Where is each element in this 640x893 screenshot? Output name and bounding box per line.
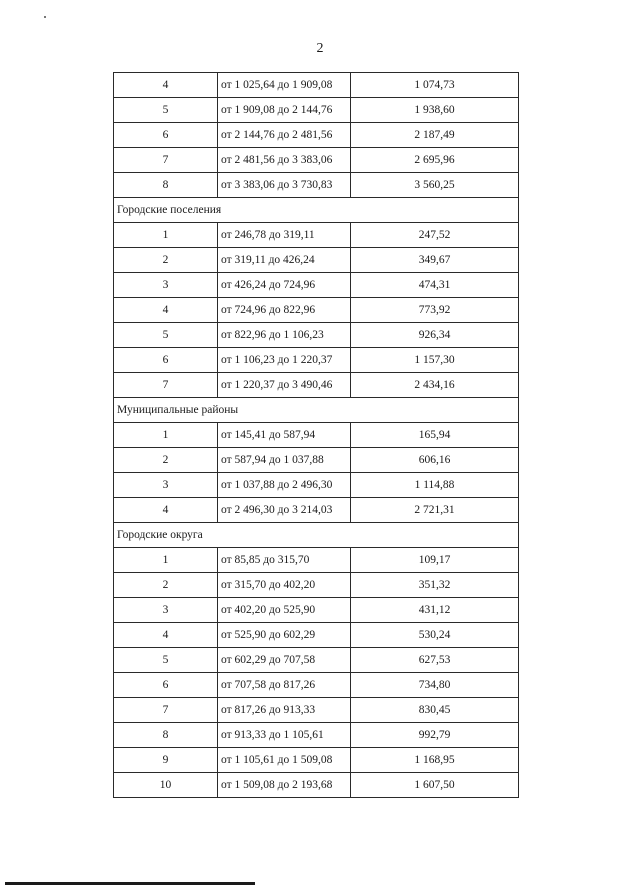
group-number-cell: 1 — [114, 423, 218, 448]
scan-speck — [44, 16, 46, 18]
value-cell: 627,53 — [351, 648, 519, 673]
section-title: Городские округа — [114, 523, 519, 548]
range-cell: от 817,26 до 913,33 — [218, 698, 351, 723]
table-row — [114, 448, 519, 473]
value-cell: 165,94 — [351, 423, 519, 448]
value-cell: 109,17 — [351, 548, 519, 573]
range-cell: от 3 383,06 до 3 730,83 — [218, 173, 351, 198]
group-number-cell: 9 — [114, 748, 218, 773]
value-cell: 431,12 — [351, 598, 519, 623]
value-cell: 2 434,16 — [351, 373, 519, 398]
table-row — [114, 723, 519, 748]
value-cell: 926,34 — [351, 323, 519, 348]
group-number-cell: 5 — [114, 98, 218, 123]
range-cell: от 822,96 до 1 106,23 — [218, 323, 351, 348]
table-row — [114, 273, 519, 298]
table-row — [114, 648, 519, 673]
value-cell: 992,79 — [351, 723, 519, 748]
table-row — [114, 548, 519, 573]
range-cell: от 319,11 до 426,24 — [218, 248, 351, 273]
table-row — [114, 98, 519, 123]
value-cell: 2 187,49 — [351, 123, 519, 148]
range-cell: от 402,20 до 525,90 — [218, 598, 351, 623]
grading-table — [113, 72, 519, 798]
value-cell: 530,24 — [351, 623, 519, 648]
value-cell: 1 114,88 — [351, 473, 519, 498]
section-header-row — [114, 523, 519, 548]
table-row — [114, 323, 519, 348]
table-row — [114, 773, 519, 798]
range-cell: от 707,58 до 817,26 — [218, 673, 351, 698]
table-row — [114, 748, 519, 773]
group-number-cell: 5 — [114, 323, 218, 348]
table-row — [114, 598, 519, 623]
range-cell: от 2 481,56 до 3 383,06 — [218, 148, 351, 173]
table-row — [114, 573, 519, 598]
table-row — [114, 123, 519, 148]
range-cell: от 1 106,23 до 1 220,37 — [218, 348, 351, 373]
range-cell: от 587,94 до 1 037,88 — [218, 448, 351, 473]
range-cell: от 85,85 до 315,70 — [218, 548, 351, 573]
table-row — [114, 73, 519, 98]
group-number-cell: 7 — [114, 148, 218, 173]
value-cell: 1 074,73 — [351, 73, 519, 98]
range-cell: от 315,70 до 402,20 — [218, 573, 351, 598]
value-cell: 606,16 — [351, 448, 519, 473]
value-cell: 247,52 — [351, 223, 519, 248]
value-cell: 734,80 — [351, 673, 519, 698]
range-cell: от 2 144,76 до 2 481,56 — [218, 123, 351, 148]
value-cell: 2 721,31 — [351, 498, 519, 523]
group-number-cell: 4 — [114, 498, 218, 523]
range-cell: от 1 509,08 до 2 193,68 — [218, 773, 351, 798]
range-cell: от 1 025,64 до 1 909,08 — [218, 73, 351, 98]
table-row — [114, 248, 519, 273]
table-row — [114, 498, 519, 523]
table-row — [114, 348, 519, 373]
value-cell: 830,45 — [351, 698, 519, 723]
value-cell: 349,67 — [351, 248, 519, 273]
group-number-cell: 2 — [114, 573, 218, 598]
range-cell: от 1 909,08 до 2 144,76 — [218, 98, 351, 123]
table-row — [114, 473, 519, 498]
range-cell: от 602,29 до 707,58 — [218, 648, 351, 673]
group-number-cell: 3 — [114, 273, 218, 298]
value-cell: 773,92 — [351, 298, 519, 323]
range-cell: от 525,90 до 602,29 — [218, 623, 351, 648]
range-cell: от 145,41 до 587,94 — [218, 423, 351, 448]
range-cell: от 2 496,30 до 3 214,03 — [218, 498, 351, 523]
group-number-cell: 3 — [114, 598, 218, 623]
group-number-cell: 7 — [114, 373, 218, 398]
group-number-cell: 3 — [114, 473, 218, 498]
group-number-cell: 6 — [114, 348, 218, 373]
group-number-cell: 10 — [114, 773, 218, 798]
range-cell: от 724,96 до 822,96 — [218, 298, 351, 323]
group-number-cell: 4 — [114, 623, 218, 648]
table-row — [114, 673, 519, 698]
range-cell: от 1 220,37 до 3 490,46 — [218, 373, 351, 398]
table-row — [114, 373, 519, 398]
section-header-row — [114, 398, 519, 423]
group-number-cell: 2 — [114, 248, 218, 273]
value-cell: 474,31 — [351, 273, 519, 298]
group-number-cell: 4 — [114, 73, 218, 98]
value-cell: 2 695,96 — [351, 148, 519, 173]
group-number-cell: 7 — [114, 698, 218, 723]
table-row — [114, 698, 519, 723]
value-cell: 3 560,25 — [351, 173, 519, 198]
table-row — [114, 423, 519, 448]
section-title: Городские поселения — [114, 198, 519, 223]
table-row — [114, 173, 519, 198]
range-cell: от 913,33 до 1 105,61 — [218, 723, 351, 748]
value-cell: 351,32 — [351, 573, 519, 598]
range-cell: от 246,78 до 319,11 — [218, 223, 351, 248]
group-number-cell: 8 — [114, 173, 218, 198]
value-cell: 1 157,30 — [351, 348, 519, 373]
bottom-rule — [5, 882, 255, 885]
range-cell: от 1 037,88 до 2 496,30 — [218, 473, 351, 498]
range-cell: от 426,24 до 724,96 — [218, 273, 351, 298]
group-number-cell: 1 — [114, 223, 218, 248]
group-number-cell: 4 — [114, 298, 218, 323]
section-title: Муниципальные районы — [114, 398, 519, 423]
page-number: 2 — [316, 41, 324, 56]
table-row — [114, 223, 519, 248]
group-number-cell: 6 — [114, 673, 218, 698]
table-row — [114, 298, 519, 323]
table-row — [114, 148, 519, 173]
section-header-row — [114, 198, 519, 223]
group-number-cell: 6 — [114, 123, 218, 148]
table-row — [114, 623, 519, 648]
group-number-cell: 2 — [114, 448, 218, 473]
group-number-cell: 1 — [114, 548, 218, 573]
table-body — [114, 73, 519, 798]
value-cell: 1 168,95 — [351, 748, 519, 773]
group-number-cell: 5 — [114, 648, 218, 673]
group-number-cell: 8 — [114, 723, 218, 748]
range-cell: от 1 105,61 до 1 509,08 — [218, 748, 351, 773]
value-cell: 1 607,50 — [351, 773, 519, 798]
value-cell: 1 938,60 — [351, 98, 519, 123]
